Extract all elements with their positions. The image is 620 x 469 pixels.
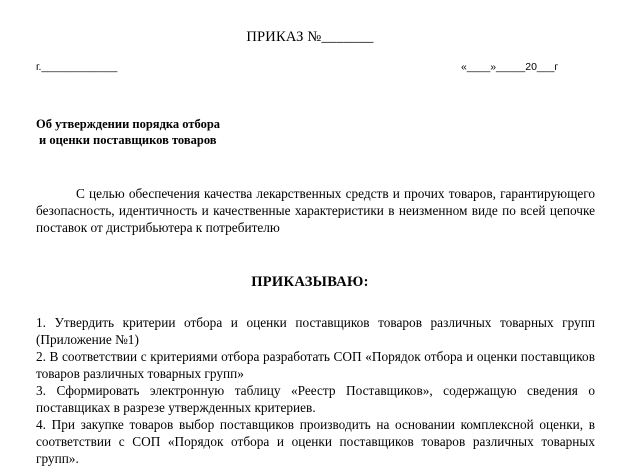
- order-item: 1. Утвердить критерии отбора и оценки поставщиков товаров различных товарных групп (Приложение №1): [36, 315, 595, 347]
- preamble-text: С целью обеспечения качества лекарственных средств и прочих товаров, гарантирующего безопасность, идентичность и качественные характеристики в неизменном виде по всей цепочке поставок от дистрибьютера к потребителю: [36, 186, 595, 235]
- order-item: 4. При закупке товаров выбор поставщиков производить на основании комплексной оценки, в соответствии с СОП «Порядок отбора и оценки поставщиков товаров различных товарных групп».: [36, 417, 595, 466]
- order-item: 3. Сформировать электронную таблицу «Реестр Поставщиков», содержащую сведения о поставщиках в разрезе утвержденных критериев.: [36, 383, 595, 415]
- order-subject: [36, 116, 220, 148]
- preamble: [36, 185, 595, 236]
- order-heading: ПРИКАЗЫВАЮ:: [251, 274, 369, 290]
- order-items-list: [36, 314, 595, 467]
- date-field: «____»_____20___г: [461, 61, 559, 73]
- subject-line-2: и оценки поставщиков товаров: [39, 133, 217, 147]
- subject-line-1: Об утверждении порядка отбора: [36, 117, 221, 131]
- document-title: ПРИКАЗ №_______: [246, 29, 374, 45]
- place-field: г._____________: [36, 61, 118, 73]
- order-item: 2. В соответствии с критериями отбора разработать СОП «Порядок отбора и оценки поставщиков товаров различных товарных групп»: [36, 349, 595, 381]
